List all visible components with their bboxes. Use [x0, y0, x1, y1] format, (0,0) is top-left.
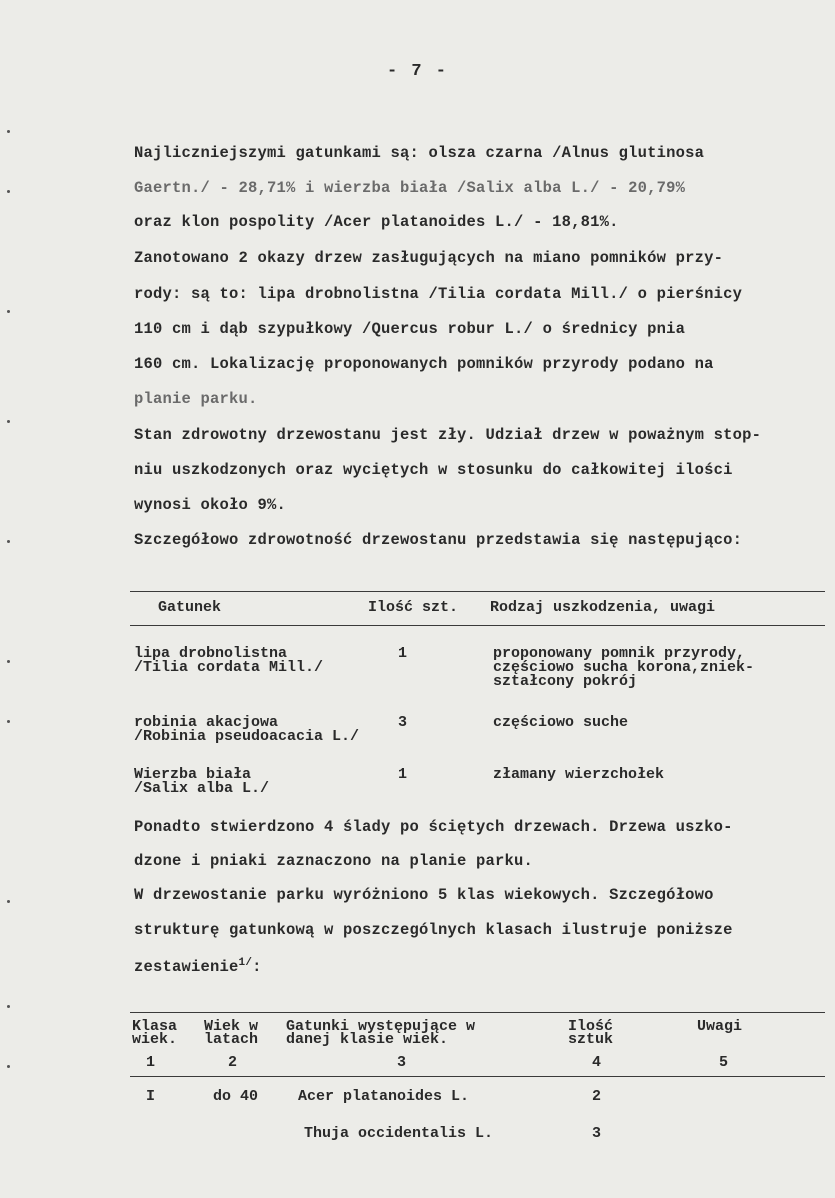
column-header: sztuk [568, 1031, 614, 1048]
table-cell: I [146, 1088, 156, 1105]
text-line: planie parku. [134, 390, 258, 408]
table-cell: 1 [398, 766, 408, 783]
column-number: 5 [719, 1054, 729, 1071]
table-cell: robinia akacjowa [134, 714, 279, 731]
table-cell: 3 [398, 714, 408, 731]
text-line: oraz klon pospolity /Acer platanoides L./ - 18,81%. [134, 213, 619, 231]
table-cell: częściowo suche [493, 714, 629, 731]
text-line: wynosi około 9%. [134, 496, 287, 514]
text-line: Stan zdrowotny drzewostanu jest zły. Udział drzew w poważnym stop- [134, 426, 762, 444]
column-header: latach [204, 1031, 259, 1048]
column-header: Rodzaj uszkodzenia, uwagi [490, 599, 716, 616]
column-number: 2 [228, 1054, 238, 1071]
table-cell: częściowo sucha korona,zniek- [493, 659, 755, 676]
margin-dot [7, 540, 10, 543]
column-header: danej klasie wiek. [286, 1031, 449, 1048]
table-cell: 2 [592, 1088, 602, 1105]
table-cell: /Tilia cordata Mill./ [134, 659, 324, 676]
table-rule [130, 1012, 825, 1013]
margin-dot [7, 310, 10, 313]
text-line: strukturę gatunkową w poszczególnych klasach ilustruje poniższe [134, 921, 733, 939]
margin-dot [7, 1005, 10, 1008]
page-number: - 7 - [386, 62, 448, 81]
table-cell: /Salix alba L./ [134, 780, 270, 797]
column-header: Wiek w [204, 1018, 259, 1035]
column-number: 4 [592, 1054, 602, 1071]
text-line [134, 957, 262, 976]
text-fragment: : [252, 958, 262, 977]
column-header: Klasa [132, 1018, 178, 1035]
column-header: Gatunek [158, 599, 222, 616]
margin-dot [7, 420, 10, 423]
margin-dot [7, 720, 10, 723]
text-line: Ponadto stwierdzono 4 ślady po ściętych drzewach. Drzewa uszko- [134, 818, 733, 836]
table-cell: lipa drobnolistna [134, 645, 288, 662]
margin-dot [7, 130, 10, 133]
column-number: 3 [397, 1054, 407, 1071]
table-cell: Acer platanoides L. [298, 1088, 470, 1105]
text-line: 160 cm. Lokalizację proponowanych pomników przyrody podano na [134, 355, 714, 373]
text-line: Gaertn./ - 28,71% i wierzba biała /Salix alba L./ - 20,79% [134, 179, 686, 197]
table-cell: proponowany pomnik przyrody, [493, 645, 746, 662]
text-line: Zanotowano 2 okazy drzew zasługujących na miano pomników przy- [134, 249, 724, 267]
column-header: Uwagi [697, 1018, 743, 1035]
text-line: W drzewostanie parku wyróżniono 5 klas wiekowych. Szczegółowo [134, 886, 714, 904]
text-fragment: zestawienie [134, 958, 239, 977]
table-cell: ształcony pokrój [493, 673, 638, 690]
table-rule [130, 625, 825, 626]
table-cell: 3 [592, 1125, 602, 1142]
table-rule [130, 591, 825, 592]
table-cell: Wierzba biała [134, 766, 252, 783]
margin-dot [7, 900, 10, 903]
table-cell: Thuja occidentalis L. [304, 1125, 494, 1142]
text-line: Szczegółowo zdrowotność drzewostanu przedstawia się następująco: [134, 531, 743, 549]
table-cell: do 40 [213, 1088, 259, 1105]
margin-dot [7, 1065, 10, 1068]
footnote-marker: 1/ [238, 957, 253, 969]
table-rule [130, 1076, 825, 1077]
column-number: 1 [146, 1054, 156, 1071]
margin-dot [7, 190, 10, 193]
text-line: 110 cm i dąb szypułkowy /Quercus robur L./ o średnicy pnia [134, 320, 686, 338]
table-cell: /Robinia pseudoacacia L./ [134, 728, 360, 745]
column-header: Gatunki występujące w [286, 1018, 476, 1035]
text-line: rody: są to: lipa drobnolistna /Tilia cordata Mill./ o pierśnicy [134, 285, 743, 303]
column-header: Ilość [568, 1018, 614, 1035]
text-line: niu uszkodzonych oraz wyciętych w stosunku do całkowitej ilości [134, 461, 733, 479]
text-line: dzone i pniaki zaznaczono na planie parku. [134, 852, 534, 870]
table-cell: 1 [398, 645, 408, 662]
column-header: wiek. [132, 1031, 178, 1048]
table-cell: złamany wierzchołek [493, 766, 665, 783]
text-line: Najliczniejszymi gatunkami są: olsza czarna /Alnus glutinosa [134, 144, 705, 162]
column-header: Ilość szt. [368, 599, 459, 616]
margin-dot [7, 660, 10, 663]
